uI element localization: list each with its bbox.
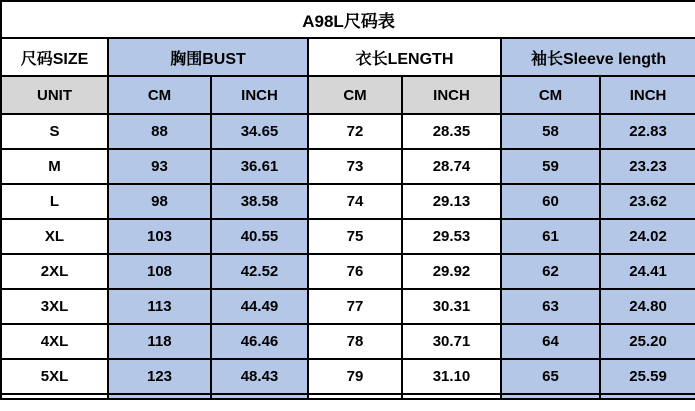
clipped-cell bbox=[108, 394, 211, 399]
size-label: S bbox=[1, 114, 108, 149]
sleeve-inch-value: 24.80 bbox=[600, 289, 695, 324]
size-column-header: 尺码SIZE bbox=[1, 38, 108, 76]
bust-inch-unit: INCH bbox=[211, 76, 308, 114]
bust-inch-value: 46.46 bbox=[211, 324, 308, 359]
sleeve-cm-value: 65 bbox=[501, 359, 600, 394]
clipped-cell bbox=[308, 394, 402, 399]
sleeve-inch-value: 24.41 bbox=[600, 254, 695, 289]
length-inch-value: 29.53 bbox=[402, 219, 501, 254]
length-inch-value: 30.31 bbox=[402, 289, 501, 324]
length-inch-value: 28.35 bbox=[402, 114, 501, 149]
length-inch-value: 29.13 bbox=[402, 184, 501, 219]
clipped-cell bbox=[501, 394, 600, 399]
table-row bbox=[1, 149, 695, 184]
bust-cm-value: 98 bbox=[108, 184, 211, 219]
sleeve-inch-value: 23.23 bbox=[600, 149, 695, 184]
size-label: XL bbox=[1, 219, 108, 254]
bust-inch-value: 42.52 bbox=[211, 254, 308, 289]
bust-cm-value: 123 bbox=[108, 359, 211, 394]
clipped-cell bbox=[1, 394, 108, 399]
size-label: M bbox=[1, 149, 108, 184]
bust-inch-value: 36.61 bbox=[211, 149, 308, 184]
clipped-next-row bbox=[1, 394, 695, 399]
bust-cm-value: 88 bbox=[108, 114, 211, 149]
length-cm-value: 78 bbox=[308, 324, 402, 359]
bust-cm-value: 118 bbox=[108, 324, 211, 359]
length-cm-value: 72 bbox=[308, 114, 402, 149]
length-cm-value: 75 bbox=[308, 219, 402, 254]
length-inch-value: 29.92 bbox=[402, 254, 501, 289]
table-row bbox=[1, 184, 695, 219]
length-cm-value: 76 bbox=[308, 254, 402, 289]
length-cm-value: 73 bbox=[308, 149, 402, 184]
bust-inch-value: 34.65 bbox=[211, 114, 308, 149]
clipped-cell bbox=[600, 394, 695, 399]
bust-cm-value: 93 bbox=[108, 149, 211, 184]
length-inch-value: 28.74 bbox=[402, 149, 501, 184]
table-row bbox=[1, 114, 695, 149]
length-cm-value: 77 bbox=[308, 289, 402, 324]
sleeve-inch-value: 25.59 bbox=[600, 359, 695, 394]
unit-label: UNIT bbox=[1, 76, 108, 114]
table-row bbox=[1, 219, 695, 254]
bust-inch-value: 48.43 bbox=[211, 359, 308, 394]
length-inch-unit: INCH bbox=[402, 76, 501, 114]
sleeve-inch-value: 25.20 bbox=[600, 324, 695, 359]
sleeve-cm-value: 63 bbox=[501, 289, 600, 324]
clipped-cell bbox=[402, 394, 501, 399]
bust-inch-value: 44.49 bbox=[211, 289, 308, 324]
size-label: L bbox=[1, 184, 108, 219]
size-label: 4XL bbox=[1, 324, 108, 359]
size-label: 5XL bbox=[1, 359, 108, 394]
unit-row bbox=[1, 76, 695, 114]
table-row bbox=[1, 324, 695, 359]
sleeve-inch-value: 22.83 bbox=[600, 114, 695, 149]
sleeve-inch-unit: INCH bbox=[600, 76, 695, 114]
header-row bbox=[1, 38, 695, 76]
sleeve-cm-value: 59 bbox=[501, 149, 600, 184]
length-inch-value: 30.71 bbox=[402, 324, 501, 359]
bust-inch-value: 40.55 bbox=[211, 219, 308, 254]
sleeve-cm-value: 60 bbox=[501, 184, 600, 219]
length-cm-value: 74 bbox=[308, 184, 402, 219]
table-row bbox=[1, 359, 695, 394]
table-row bbox=[1, 289, 695, 324]
title-row bbox=[1, 1, 695, 38]
bust-cm-value: 108 bbox=[108, 254, 211, 289]
length-inch-value: 31.10 bbox=[402, 359, 501, 394]
table-row bbox=[1, 254, 695, 289]
bust-cm-value: 113 bbox=[108, 289, 211, 324]
clipped-cell bbox=[211, 394, 308, 399]
length-column-header: 衣长LENGTH bbox=[308, 38, 501, 76]
length-cm-unit: CM bbox=[308, 76, 402, 114]
size-label: 2XL bbox=[1, 254, 108, 289]
bust-cm-unit: CM bbox=[108, 76, 211, 114]
sleeve-cm-value: 61 bbox=[501, 219, 600, 254]
bust-column-header: 胸围BUST bbox=[108, 38, 308, 76]
sleeve-cm-unit: CM bbox=[501, 76, 600, 114]
sleeve-cm-value: 62 bbox=[501, 254, 600, 289]
sleeve-inch-value: 23.62 bbox=[600, 184, 695, 219]
bust-inch-value: 38.58 bbox=[211, 184, 308, 219]
sleeve-inch-value: 24.02 bbox=[600, 219, 695, 254]
sleeve-cm-value: 58 bbox=[501, 114, 600, 149]
bust-cm-value: 103 bbox=[108, 219, 211, 254]
size-label: 3XL bbox=[1, 289, 108, 324]
sleeve-column-header: 袖长Sleeve length bbox=[501, 38, 695, 76]
length-cm-value: 79 bbox=[308, 359, 402, 394]
sleeve-cm-value: 64 bbox=[501, 324, 600, 359]
table-title: A98L尺码表 bbox=[1, 1, 695, 38]
